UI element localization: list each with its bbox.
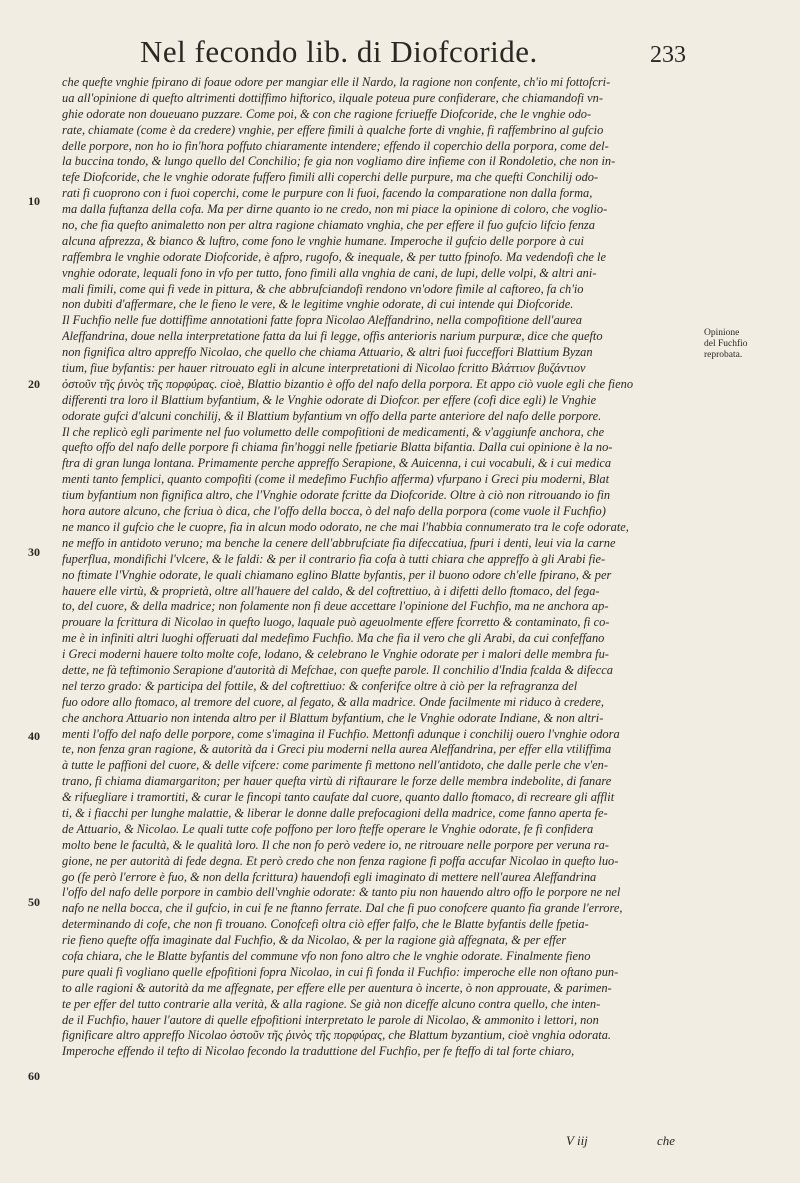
text-line: quefto offo del nafo delle porpore fi chiama fin'hoggi nelle fpetiarie Blatta bifantia. Dalla cui opinione è la no-	[62, 440, 613, 455]
text-line: trano, fi chiama diamargariton; per hauer quefta virtù di riftaurare le forze delle membra indebolite, di fanare	[62, 774, 612, 789]
page-header	[0, 34, 800, 74]
marginal-note-line: Opinione	[704, 328, 740, 338]
text-line: tefe Diofcoride, che le vnghie odorate fuffero fimili alli coperchi delle purpure, ma che quefti Conchilij odo-	[62, 170, 599, 185]
page-number: 233	[650, 42, 686, 68]
text-line: non fignifica altro appreffo Nicolao, che quello che chiama Attuario, & altri fuoi fucceffori Blattium Byzan	[62, 345, 593, 360]
text-line: i Greci moderni hauere tolto molte cofe, lodano, & celebrano le Vnghie odorate per i malori delle membra fu-	[62, 647, 609, 662]
text-line: Il Fuchfio nelle fue dottiffime annotationi fatte fopra Nicolao Aleffandrino, nella compofitione dell'aurea	[62, 313, 582, 328]
text-line: ne meffo in antidoto veruno; ma benche la cenere dell'abbrufciate fia difeccatiua, fpuri i denti, leui via la carne	[62, 535, 616, 550]
text-line: to, del cuore, & della madrice; non folamente non fi deue accettare l'opinione del Fuchfio, ma ne anchora ap-	[62, 599, 609, 614]
line-number: 60	[28, 1069, 40, 1083]
body-text	[62, 75, 687, 1060]
text-line: fuo odore allo ftomaco, al tremore del cuore, al fegato, & alla madrice. Onde facilmente mi riduco à credere,	[62, 694, 604, 709]
text-line: de il Fuchfio, hauer l'autore di quelle efpofitioni interpretato le parole di Nicolao, & ammonito i lettori, non	[62, 1012, 599, 1027]
text-line: menti l'offo del nafo delle porpore, come s'imagina il Fuchfio. Mettonfi adunque i conchilij ouero l'vnghie odora	[62, 726, 620, 741]
text-line: rati fi cuoprono con i fuoi coperchi, come le purpure con li fuoi, facendo la comparatione non dalla forma,	[62, 186, 593, 201]
text-line: & rifuegliare i tramortiti, & curar le fincopi tanto caufate dal cuore, quanto dallo ftomaco, di recreare gli afflit	[62, 790, 615, 805]
line-number: 40	[28, 729, 40, 743]
marginal-note-line: reprobata.	[704, 350, 743, 360]
text-line: vnghie odorate, lequali fono in vfo per tutto, fono fimili alla vnghia de cani, de lupi, delle volpi, & altri ani-	[62, 265, 597, 280]
text-line: hora autore alcuno, che fcriua ò dica, che l'offo della bocca, ò del nafo della porpora (come vuole il Fuchfio)	[62, 504, 606, 519]
text-line: rate, chiamate (come è da credere) vnghie, per effere fimili à qualche forte di vnghie, fi raffembrino al gufcio	[62, 122, 604, 137]
text-line: menti tanto femplici, quanto compofiti (come il medefimo Fuchfio afferma) vfurpano i Greci piu moderni, Blat	[62, 472, 610, 487]
text-line: nafo ne nella bocca, che il gufcio, in cui fe ne ftanno ferrate. Dal che fi puo conofcere quanto fia grande l'errore,	[62, 901, 623, 916]
text-line: no ftimate l'Vnghie odorate, le quali chiamano eglino Blatte byfantis, per il buono odore ch'elle fpirano, & per	[62, 567, 612, 582]
running-title: Nel fecondo lib. di Diofcoride.	[140, 34, 538, 69]
text-line: ti, & i fiacchi per lunghe malattie, & liberar le donne dalle prefocagioni della madrice, come fanno aperta fe-	[62, 805, 608, 820]
text-line: determinando di cofe, che non fi trouano. Conofcefi oltra ciò effer falfo, che le Blatte byfantis delle fpetia-	[62, 917, 589, 932]
text-line: mali fimili, come qui fi vede in pittura, & che abbrufciandofi rendono vn'odore fimile al caftoreo, fa ch'io	[62, 281, 584, 296]
text-line: à tutte le paffioni del cuore, & delle vifcere: come parimente fi mettono nell'antidoto, che dalle perle che v'en-	[62, 758, 608, 773]
catchword: che	[657, 1133, 676, 1148]
text-line: ghie odorate non doueuano puzzare. Come poi, & con che ragione fcriueffe Diofcoride, che le vnghie odo-	[62, 106, 592, 121]
text-line: de Attuario, & Nicolao. Le quali tutte cofe poffono per loro fteffe operare le Vnghie odorate, fe fi confidera	[62, 821, 594, 836]
text-line: Imperoche effendo il tefto di Nicolao fecondo la traduttione del Fuchfio, per fe fteffo di tal forte chiaro,	[62, 1044, 575, 1059]
text-line: to alle ragioni & autorità da me affegnate, per effere elle per auentura ò incerte, ò non approuate, & parimen-	[62, 980, 612, 995]
text-line: no, che fia quefto animaletto non per altra ragione chiamato vnghia, che per effere il fuo gufcio lifcio fenza	[62, 218, 595, 233]
line-number-column	[0, 0, 60, 1183]
text-line: ne manco il gufcio che le cuopre, fia in alcun modo odorato, ne che mai l'habbia connumerato tra le cofe odorate,	[62, 519, 629, 534]
marginal-note	[704, 328, 784, 361]
text-line: delle porpore, non ho io fin'hora poffuto chiaramente intendere; effendo il coperchio della porpora, come del-	[62, 138, 609, 153]
marginal-note-line: del Fuchfio	[704, 339, 748, 349]
text-line: rie fieno quefte offa imaginate dal Fuchfio, & da Nicolao, & per la ragione già affegnata, & per effer	[62, 933, 567, 948]
text-line: Il che replicò egli parimente nel fuo volumetto delle compofitioni de medicamenti, & v'aggiunfe anchora, che	[62, 424, 605, 439]
text-line: gione, ne per autorità di fede degna. Et però credo che non fenza ragione fi poffa accufar Nicolao in quefto luo-	[62, 853, 619, 868]
text-line: ftra di gran lunga lontana. Primamente perche appreffo Serapione, & Auicenna, i cui vocabuli, & i cui medica	[62, 456, 612, 471]
text-line: te per effer del tutto contrarie alla verità, & alla ragione. Se già non diceffe alcuno contra quello, che inten-	[62, 996, 601, 1011]
text-line: alcuna afprezza, & bianco & luftro, come fono le vnghie humane. Imperoche il gufcio delle porpore à cui	[62, 233, 584, 248]
text-line: l'offo del nafo delle porpore in cambio dell'vnghie odorate: & tanto piu non hauendo altro offo le porpore ne nel	[62, 885, 621, 900]
line-number: 30	[28, 545, 40, 559]
text-line: me è in infiniti altri luoghi offeruati dal medefimo Fuchfio. Ma che fia il vero che gli Arabi, da cui confeffano	[62, 631, 605, 646]
text-line: te, non fenza gran ragione, & autorità da i Greci piu moderni nella aurea Aleffandrina, per effer ella vtiliffima	[62, 742, 612, 757]
text-line: che quefte vnghie fpirano di foaue odore per mangiar elle il Nardo, la ragione non confente, ch'io mi fottofcri-	[62, 75, 611, 89]
text-line: che anchora Attuario non intenda altro per il Blattum byfantium, che le Vnghie odorate Indiane, & non altri-	[62, 710, 604, 725]
text-line: differenti tra loro il Blattium byfantium, & le Vnghie odorate di Diofcor. per effere (cofi dice egli) le Vnghie	[62, 392, 597, 407]
text-line: prouare la fcrittura di Nicolao in quefto luogo, laquale può ageuolmente effere fcorretto & contaminato, fi co-	[62, 615, 610, 630]
text-line: raffembra le vnghie odorate Diofcoride, è afpro, rugofo, & inequale, & per tutto fpinofo. Ma vedendofi che le	[62, 249, 606, 264]
text-line: cofa chiara, che le Blatte byfantis del commune vfo non fono altro che le vnghie odorate. Finalmente fieno	[62, 948, 591, 963]
line-number: 10	[28, 194, 40, 208]
text-line: go (fe però l'errore è fuo, & non della fcrittura) hauendofi egli imaginato di mettere nell'aurea Aleffandrina	[62, 869, 597, 884]
text-line: ua all'opinione di quefto altrimenti dottiffimo hiftorico, ilquale poteua pure confiderare, che chiamandofi vn-	[62, 90, 603, 105]
text-line: ὀστοῦν τῆς ῥινὸς τῆς πορφύρας. cioè, Blattio bizantio è offo del nafo della porpora. Et appo ciò vuole egli che fieno	[62, 376, 634, 391]
text-line: molto bene le facultà, & le qualità loro. Il che non fo però vedere io, ne ritrouare nelle porpore per veruna ra-	[62, 837, 609, 852]
line-number: 50	[28, 895, 40, 909]
text-line: ma dalla fuftanza della cofa. Ma per dirne quanto io ne credo, non mi piace la opinione di coloro, che voglio-	[62, 202, 608, 217]
text-line: nel terzo grado: & participa del fottile, & del coftrettiuo: & conferifce oltre à ciò per la refragranza del	[62, 678, 578, 693]
line-number: 20	[28, 377, 40, 391]
text-line: tium byfantium non fignifica altro, che l'Vnghie odorate fcritte da Diofcoride. Oltre à ciò non ritrouando io fin	[62, 488, 611, 503]
text-line: odorate gufci d'alcuni conchilij, & il Blattium byfantium vn offo della parte anteriore del nafo delle porpore.	[62, 408, 602, 423]
text-line: Aleffandrina, doue nella interpretatione fatta da lui fi legge, offis anterioris narium purpuræ, dice che quefto	[62, 329, 603, 344]
text-line: hauere elle virtù, & proprietà, oltre all'hauere del caldo, & del coftrettiuo, à i difetti dello ftomaco, del fega-	[62, 583, 600, 598]
text-line: la buccina tondo, & lungo quello del Conchilio; fe gia non vogliamo dire infieme con il Rondoletio, che non in-	[62, 154, 616, 169]
text-line: tium, fiue byfantis: per hauer ritrouato egli in alcune interpretationi di Nicolao fcritto Βλάττιον βυζάντιον	[62, 361, 586, 376]
text-line: pure quali fi vogliano quelle efpofitioni fopra Nicolao, in cui fi fonda il Fuchfio: imperoche elle non oftano pun-	[62, 964, 619, 979]
text-line: non dubiti d'affermare, che le fieno le vere, & le legitime vnghie odorate, di cui intende qui Diofcoride.	[62, 297, 574, 312]
text-line: dette, ne fà teftimonio Serapione d'autorità di Mefchae, con quefte parole. Il conchilio d'India fcalda & difecca	[62, 662, 613, 677]
text-line: fignificare altro appreffo Nicolao ὀστοῦν τῆς ῥινὸς τῆς πορφύρας, che Blattum byzantium, cioè vnghia odorata.	[62, 1028, 612, 1043]
signature-mark: V iij	[566, 1133, 588, 1148]
text-line: fuperflua, mondifichi l'vlcere, & le faldi: & per il contrario fia cofa à tutti chiara che appreffo à gli Arabi fie-	[62, 551, 606, 566]
